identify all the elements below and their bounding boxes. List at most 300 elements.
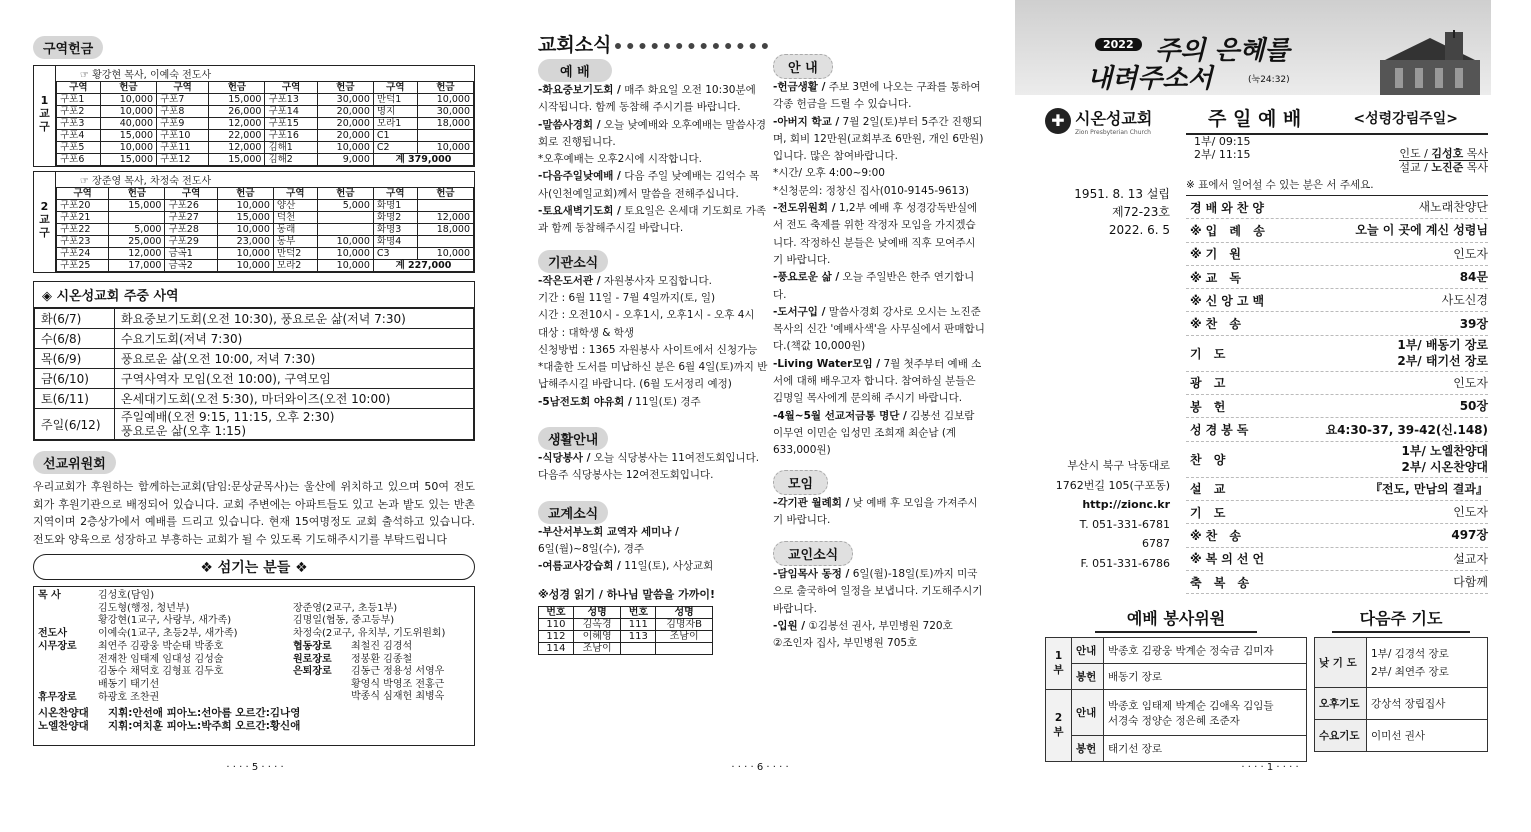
table-cell: 110: [539, 618, 574, 630]
schedule-row: [35, 409, 474, 440]
news-heading: -입원 /: [773, 620, 806, 633]
table-cell: 김해2: [265, 154, 317, 166]
church-contact: [1050, 456, 1170, 573]
news-text: 낮 예배 후 모임을 가져주시기 바랍니다.: [773, 496, 978, 526]
order-value: 1부/ 노엘찬양대 2부/ 시온찬양대: [1401, 444, 1488, 475]
table-cell: 구포1: [57, 94, 101, 106]
table-cell: 구포24: [57, 248, 109, 260]
table-cell: 12,000: [209, 118, 265, 130]
page-number-5: · · · · 5 · · · ·: [226, 762, 284, 773]
banner-title-1: 주의 은혜를: [1155, 36, 1290, 66]
order-label: 봉 헌: [1190, 399, 1230, 414]
order-value: 50장: [1459, 399, 1488, 414]
table-cell: 17,000: [109, 260, 165, 272]
news-item: [538, 168, 768, 203]
life-news: [538, 450, 768, 485]
service-part: 1부: [1046, 638, 1072, 690]
order-row: [1186, 336, 1488, 372]
order-label: 경배와찬양: [1190, 200, 1268, 215]
table-cell: 구포16: [265, 130, 317, 142]
denom-title: 교계소식: [538, 501, 608, 524]
schedule-row: [35, 349, 474, 369]
table-cell: 조남이: [656, 630, 713, 642]
news-heading: -토요새벽기도회 /: [538, 205, 621, 218]
order-label: 성경봉독: [1190, 423, 1253, 438]
left-page: [33, 36, 475, 746]
order-row: [1186, 312, 1488, 335]
table-cell: [656, 642, 713, 654]
news-text: 말씀사경회 강사로 오시는 노진준 목사의 신간 '예배사색'을 사무실에서 판매합니다.(책값 10,000원): [773, 305, 985, 353]
table-cell: 15,000: [100, 154, 156, 166]
table-cell: 구포15: [265, 118, 317, 130]
news-item: [773, 566, 985, 618]
service-committee: [1045, 606, 1307, 762]
service-role: 안내: [1072, 638, 1104, 664]
news-heading: -작은도서관 /: [538, 274, 601, 287]
table-cell: [417, 200, 473, 212]
news-heading: -각기관 월례회 /: [773, 496, 850, 509]
table-cell: 15,000: [209, 154, 265, 166]
header-cell: 구역: [57, 188, 109, 200]
table-cell: C3: [373, 248, 417, 260]
website-link[interactable]: http://zionc.kr: [1082, 498, 1170, 511]
header-cell: 성명: [573, 606, 621, 618]
prayer-label: 수요기도: [1315, 720, 1367, 752]
address-line-2: 1762번길 105(구포동): [1055, 478, 1170, 492]
table-cell: 구포8: [157, 106, 209, 118]
table-cell: 구포28: [165, 224, 217, 236]
table-cell: 10,000: [217, 260, 273, 272]
elders-label: 시무장로: [38, 641, 77, 652]
order-row: [1186, 478, 1488, 501]
table-cell: 구포22: [57, 224, 109, 236]
news-item: [538, 558, 768, 575]
news-text: 6일(월)~8일(수), 경주: [538, 542, 645, 555]
servant-row: [38, 603, 470, 616]
leader-role: 목사: [1466, 147, 1488, 160]
table-cell: 화명3: [373, 224, 417, 236]
order-label: 기 도: [1190, 346, 1230, 361]
middle-col-2: [773, 54, 985, 653]
table-cell: 구포12: [157, 154, 209, 166]
servant-name: 김성호(담임): [98, 590, 155, 601]
order-label: ※찬 송: [1190, 528, 1246, 543]
worship-news: [538, 82, 768, 238]
banner: [1015, 0, 1491, 95]
servant-name: 장준영(2교구, 초등1부): [293, 602, 398, 614]
servant-row: [38, 615, 470, 628]
news-item: [538, 151, 768, 168]
schedule-day: 주일(6/12): [35, 409, 115, 440]
servant-name: 김명일(협동, 중고등부): [293, 615, 395, 626]
worship-title: 예 배: [538, 59, 612, 82]
offering-group-2: [33, 171, 475, 273]
table-cell: 구포10: [157, 130, 209, 142]
worship-header: [1186, 104, 1488, 135]
news-item: [773, 79, 985, 114]
news-heading: -담임목사 동정 /: [773, 568, 850, 581]
news-item: [773, 200, 985, 269]
schedule-day: 목(6/9): [35, 349, 115, 369]
banner-year: 2022: [1095, 38, 1142, 51]
service-names: 박종호 김광웅 박계순 정숙금 김미자: [1104, 638, 1307, 664]
schedule-event: 구역사역자 모임(오전 10:00), 구역모임: [115, 369, 474, 389]
service-table: [1045, 637, 1307, 762]
news-heading: -헌금생활 /: [773, 81, 826, 93]
fax: F. 051-331-6786: [1080, 556, 1170, 570]
honor-label: 원로장로: [293, 653, 332, 665]
table-cell: 20,000: [317, 130, 373, 142]
bulletin-date: 2022. 6. 5: [1108, 223, 1170, 237]
table-row: [539, 618, 713, 630]
table-row: [57, 118, 474, 130]
order-value: 『전도, 만남의 결과』: [1369, 481, 1488, 496]
order-row: [1186, 442, 1488, 478]
table-cell: 김옥경: [573, 618, 621, 630]
table-cell: 40,000: [100, 118, 156, 130]
service-names: 태기선 장로: [1104, 736, 1307, 762]
mission-body: 우리교회가 후원하는 함께하는교회(담임:문상균목사)는 울산에 위치하고 있으며 50여 전도회가 후원기관으로 배정되어 있습니다. 교회 주변에는 아파트들도 있고 논과 밭도 있는 반촌지역이며 2층상가에서 예배를 드리고 있습니다. 현재 15여명정도 교회 출석하고 있습니다. 전도와 양육으로 성장하고 부흥하는 교회가 될 수 있도록 기도해주시기를 부탁드립니다: [33, 480, 475, 546]
table-header: [57, 188, 474, 200]
leader-name: 김성호: [1431, 147, 1464, 160]
order-row: [1186, 372, 1488, 395]
bible-title: ※성경 읽기 / 하나님 말씀을 가까이!: [538, 587, 716, 601]
phone-2: 6787: [1142, 537, 1170, 550]
news-text: 토요일은 온세대 기도회로 가족과 함께 동참해주시길 바랍니다.: [538, 205, 767, 235]
table-cell: 구포7: [157, 94, 209, 106]
middle-col-1: [538, 30, 768, 655]
page-number-6: · · · · 6 · · · ·: [731, 762, 789, 773]
table-cell: 동래: [273, 224, 317, 236]
schedule-event: 온세대기도회(오전 5:30), 마더와이즈(오전 10:00): [115, 389, 474, 409]
table-cell: 구포9: [157, 118, 209, 130]
news-text: 오늘 주일반은 한주 연기합니다.: [773, 271, 975, 301]
news-text: 11일(토) 경주: [631, 395, 701, 408]
news-heading: -아버지 학교 /: [773, 115, 840, 128]
table-cell: C1: [373, 130, 417, 142]
order-value: 오늘 이 곳에 계신 성령님: [1355, 223, 1488, 238]
servants-list: [38, 590, 470, 640]
table-cell: [417, 130, 473, 142]
servant-role: 목 사: [38, 590, 61, 601]
order-row: [1186, 243, 1488, 266]
header-cell: 헌금: [100, 82, 156, 94]
order-row: [1186, 219, 1488, 242]
table-cell: 구포5: [57, 142, 101, 154]
news-item: [773, 304, 985, 356]
table-row: [57, 94, 474, 106]
news-item: [773, 356, 985, 408]
schedule-event: 화요중보기도회(오전 10:30), 풍요로운 삶(저녁 7:30): [115, 309, 474, 329]
table-cell: 9,000: [317, 154, 373, 166]
table-cell: 구포4: [57, 130, 101, 142]
retired-names: 김동근 정용성 서영우 황영식 박영조 전홍근 박종식 심재헌 최병옥: [351, 666, 445, 702]
coop-names: 최철진 김경석: [351, 641, 413, 652]
header-cell: 구역: [373, 82, 417, 94]
schedule-day: 수(6/8): [35, 329, 115, 349]
next-prayer: [1314, 606, 1488, 752]
leader-label: 인도 /: [1399, 147, 1428, 160]
phone-1: T. 051-331-6781: [1079, 517, 1170, 531]
order-label: 설 교: [1190, 482, 1230, 497]
service-role: 봉헌: [1072, 736, 1104, 762]
table-cell: 18,000: [417, 224, 473, 236]
table-cell: 화명4: [373, 236, 417, 248]
table-cell: [417, 236, 473, 248]
worship-heading: 주 일 예 배: [1208, 108, 1302, 130]
table-cell: 구포25: [57, 260, 109, 272]
table-row: [1315, 720, 1488, 752]
table-cell: 23,000: [217, 236, 273, 248]
church-info: [1060, 185, 1170, 239]
stand-notice: ※ 표에서 일어설 수 있는 분은 서 주세요.: [1186, 177, 1488, 196]
news-text: 11일(토), 사상교회: [620, 560, 714, 573]
news-heading: -부산서부노회 교역자 세미나 /: [538, 525, 679, 538]
news-text: *오후예배는 오후2시에 시작합니다.: [538, 153, 702, 166]
table-cell: 30,000: [417, 106, 473, 118]
servant-role: [38, 603, 98, 616]
schedule-day: 토(6/11): [35, 389, 115, 409]
table-cell: 15,000: [109, 200, 165, 212]
meeting-news: [773, 495, 985, 530]
order-label: ※신앙고백: [1190, 293, 1269, 308]
header-cell: 헌금: [417, 82, 473, 94]
order-row: [1186, 548, 1488, 571]
table-row: [57, 248, 474, 260]
table-cell: 구포11: [157, 142, 209, 154]
servant-name: 차정숙(2교구, 유치부, 기도위원회): [293, 627, 446, 639]
header-cell: 구역: [273, 188, 317, 200]
table-cell: 18,000: [417, 118, 473, 130]
group-leader: ☞ 황강현 목사, 이예숙 전도사: [80, 70, 212, 81]
table-cell: 김해1: [265, 142, 317, 154]
news-heading: -4월~5월 선교저금통 명단 /: [773, 409, 907, 422]
table-cell: 구포3: [57, 118, 101, 130]
table-cell: [621, 642, 656, 654]
servant-row: [38, 590, 470, 603]
page-number-1: · · · · 1 · · · ·: [1241, 762, 1299, 773]
coop-label: 협동장로: [293, 641, 332, 652]
table-cell: [317, 212, 373, 224]
news-item: [538, 117, 768, 152]
news-text: ①김봉선 권사, 부민병원 720호 ②조인자 집사, 부민병원 705호: [773, 620, 953, 650]
table-cell: [109, 212, 165, 224]
schedule-row: [35, 369, 474, 389]
members-title: 교인소식: [773, 541, 853, 566]
servants-box: [33, 586, 475, 746]
schedule-event: 주일예배(오전 9:15, 11:15, 오후 2:30) 풍요로운 삶(오후 1:15): [115, 409, 474, 440]
table-cell: 26,000: [209, 106, 265, 118]
table-row: [57, 154, 474, 166]
order-label: 기 도: [1190, 505, 1230, 520]
table-cell: 구포13: [265, 94, 317, 106]
news-item: [538, 524, 768, 559]
news-heading: -5남전도회 야유회 /: [538, 395, 632, 408]
table-cell: 15,000: [217, 212, 273, 224]
order-label: 광 고: [1190, 376, 1230, 391]
preacher-label: 설교 /: [1399, 161, 1428, 174]
news-text: 7월 첫주부터 예배 소서에 대해 배우고자 합니다. 참여하실 분들은 김명일 목사에게 문의해 주시기 바랍니다.: [773, 357, 982, 405]
rest-names: 하광호 조찬권: [98, 691, 160, 703]
table-row: [1046, 690, 1307, 736]
order-label: 찬 양: [1190, 452, 1230, 467]
news-item: [773, 495, 985, 530]
header-cell: 구역: [373, 188, 417, 200]
order-list: [1186, 196, 1488, 594]
order-row: [1186, 395, 1488, 418]
cross-icon: ✚: [1045, 108, 1071, 134]
offering-table-2: [56, 187, 474, 272]
time-1: 1부/ 09:15: [1194, 135, 1251, 148]
retired-label: 은퇴장로: [293, 666, 332, 677]
header-cell: 번호: [539, 606, 574, 618]
choir-row: [38, 707, 470, 732]
order-value: 인도자: [1453, 375, 1488, 390]
table-cell: 동부: [273, 236, 317, 248]
offering-title: 구역헌금: [33, 36, 103, 59]
servant-name: 이예숙(1교구, 초등2부, 새가족): [98, 627, 238, 639]
rest-label: 휴무장로: [38, 691, 77, 703]
schedule-table: [34, 308, 474, 440]
table-cell: 구포23: [57, 236, 109, 248]
order-value: 84문: [1459, 270, 1488, 285]
address-line-1: 부산시 북구 낙동대로: [1067, 459, 1170, 472]
servant-name: 황강현(1교구, 사랑부, 새가족): [98, 615, 232, 626]
schedule-event: 수요기도회(저녁 7:30): [115, 329, 474, 349]
news-item: [538, 203, 768, 238]
worship-subtitle: <성령강림주일>: [1353, 110, 1458, 127]
table-cell: 12,000: [417, 212, 473, 224]
table-cell: 10,000: [217, 200, 273, 212]
table-row: [57, 200, 474, 212]
table-cell: 구포29: [165, 236, 217, 248]
header-cell: 헌금: [217, 188, 273, 200]
news-heading: -풍요로운 삶 /: [773, 271, 840, 284]
table-cell: 20,000: [317, 106, 373, 118]
preacher-role: 목사: [1466, 161, 1488, 174]
header-cell: 구역: [165, 188, 217, 200]
table-cell: 10,000: [417, 142, 473, 154]
table-cell: 111: [621, 618, 656, 630]
church-logo: [1045, 106, 1152, 136]
table-cell: C2: [373, 142, 417, 154]
table-cell: 구포27: [165, 212, 217, 224]
order-label: ※교 독: [1190, 270, 1246, 285]
order-value: 설교자: [1453, 551, 1488, 566]
news-item: [773, 408, 985, 460]
table-row: [57, 130, 474, 142]
order-value: 새노래찬양단: [1418, 200, 1488, 215]
order-row: [1186, 501, 1488, 524]
total-cell: 계 379,000: [373, 154, 473, 166]
table-header: [539, 606, 713, 618]
table-cell: 이혜영: [573, 630, 621, 642]
table-cell: 113: [621, 630, 656, 642]
table-cell: 10,000: [417, 248, 473, 260]
table-cell: 구포21: [57, 212, 109, 224]
life-title: 생활안내: [538, 427, 608, 450]
news-text: 매주 화요일 오전 10:30분에 시작됩니다. 함께 동참해 주시기를 바랍니다.: [538, 84, 756, 114]
table-cell: 10,000: [317, 260, 373, 272]
news-header: [538, 30, 768, 57]
notice-title: 안 내: [773, 54, 833, 79]
preacher-name: 노진준: [1431, 161, 1464, 174]
choir-names: 지휘:안선애 피아노:선아름 오르간:김나영 지휘:여치훈 피아노:박주희 오르간:황신애: [108, 707, 301, 732]
order-label: ※찬 송: [1190, 317, 1246, 332]
offering-group-1: [33, 65, 475, 167]
meeting-title: 모임: [773, 470, 828, 495]
table-row: [57, 142, 474, 154]
mission-title: 선교위원회: [33, 451, 116, 474]
header-cell: 구역: [157, 82, 209, 94]
table-row: [539, 630, 713, 642]
worship-order: [1186, 104, 1488, 594]
notice-news: [773, 79, 985, 460]
order-label: 축 복 송: [1190, 575, 1254, 590]
time-2: 2부/ 11:15: [1194, 148, 1251, 161]
order-value: 인도자: [1453, 246, 1488, 261]
table-cell: 구포14: [265, 106, 317, 118]
header-cell: 구역: [265, 82, 317, 94]
prayer-label: 낮 기 도: [1315, 638, 1367, 688]
order-row: [1186, 289, 1488, 312]
table-cell: 12,000: [109, 248, 165, 260]
service-names: 배동기 장로: [1104, 664, 1307, 690]
prayer-names: 강상석 장립집사: [1367, 688, 1488, 720]
table-cell: 10,000: [217, 248, 273, 260]
table-cell: 25,000: [109, 236, 165, 248]
order-row: [1186, 418, 1488, 441]
header-cell: 성명: [656, 606, 713, 618]
table-cell: 30,000: [317, 94, 373, 106]
news-text: 7월 2일(토)부터 5주간 진행되며, 회비 12만원(교회부조 6만원, 개인 6만원)입니다. 많은 참여바랍니다. *시간/ 오후 4:00~9:00 *신청문의: 정창신 집사(010-9145-9613): [773, 115, 984, 197]
header-cell: 번호: [621, 606, 656, 618]
servant-role: 전도사: [38, 627, 67, 639]
news-heading: -전도위원회 /: [773, 202, 836, 215]
elders-names: 최연주 김광웅 박순태 박종호 전재찬 임태제 임대성 김성술 김동수 채덕호 김형표 김두호 배동기 태기선: [98, 641, 224, 690]
order-value: 요4:30-37, 39-42(신.148): [1325, 422, 1488, 437]
table-row: [57, 106, 474, 118]
schedule-box: [33, 281, 475, 441]
table-cell: 10,000: [417, 94, 473, 106]
news-item: [538, 273, 768, 394]
order-label: ※입 례 송: [1190, 223, 1269, 238]
news-text: 다음 주일 낮예배는 김억수 목사(인천예일교회)께서 말씀을 전해주십니다.: [538, 170, 760, 200]
service-part: 2부: [1046, 690, 1072, 762]
church-building-icon: [1375, 30, 1485, 95]
members-news: [773, 566, 985, 652]
order-label: ※기 원: [1190, 247, 1246, 262]
order-row: [1186, 266, 1488, 289]
servant-row: [38, 628, 470, 641]
schedule-day: 화(6/7): [35, 309, 115, 329]
news-heading: -말씀사경회 /: [538, 118, 601, 131]
header-cell: 헌금: [417, 188, 473, 200]
org-news: [538, 273, 768, 411]
news-heading: -Living Water모임 /: [773, 357, 881, 370]
table-row: [57, 212, 474, 224]
schedule-day: 금(6/10): [35, 369, 115, 389]
table-cell: 화명1: [373, 200, 417, 212]
news-text: 주보 3면에 나오는 구좌를 통하여 각종 헌금을 드릴 수 있습니다.: [773, 81, 981, 111]
servants-title: ❖ 섬기는 분들 ❖: [33, 554, 475, 580]
schedule-title: ◈ 시온성교회 주중 사역: [34, 282, 474, 308]
order-value: 다함께: [1453, 575, 1488, 589]
bible-table: [538, 606, 713, 655]
schedule-row: [35, 389, 474, 409]
servant-role: [38, 615, 98, 628]
service-names: 박종호 임태제 박계순 김애옥 김임들 서경숙 정양순 정은혜 조준자: [1104, 690, 1307, 736]
